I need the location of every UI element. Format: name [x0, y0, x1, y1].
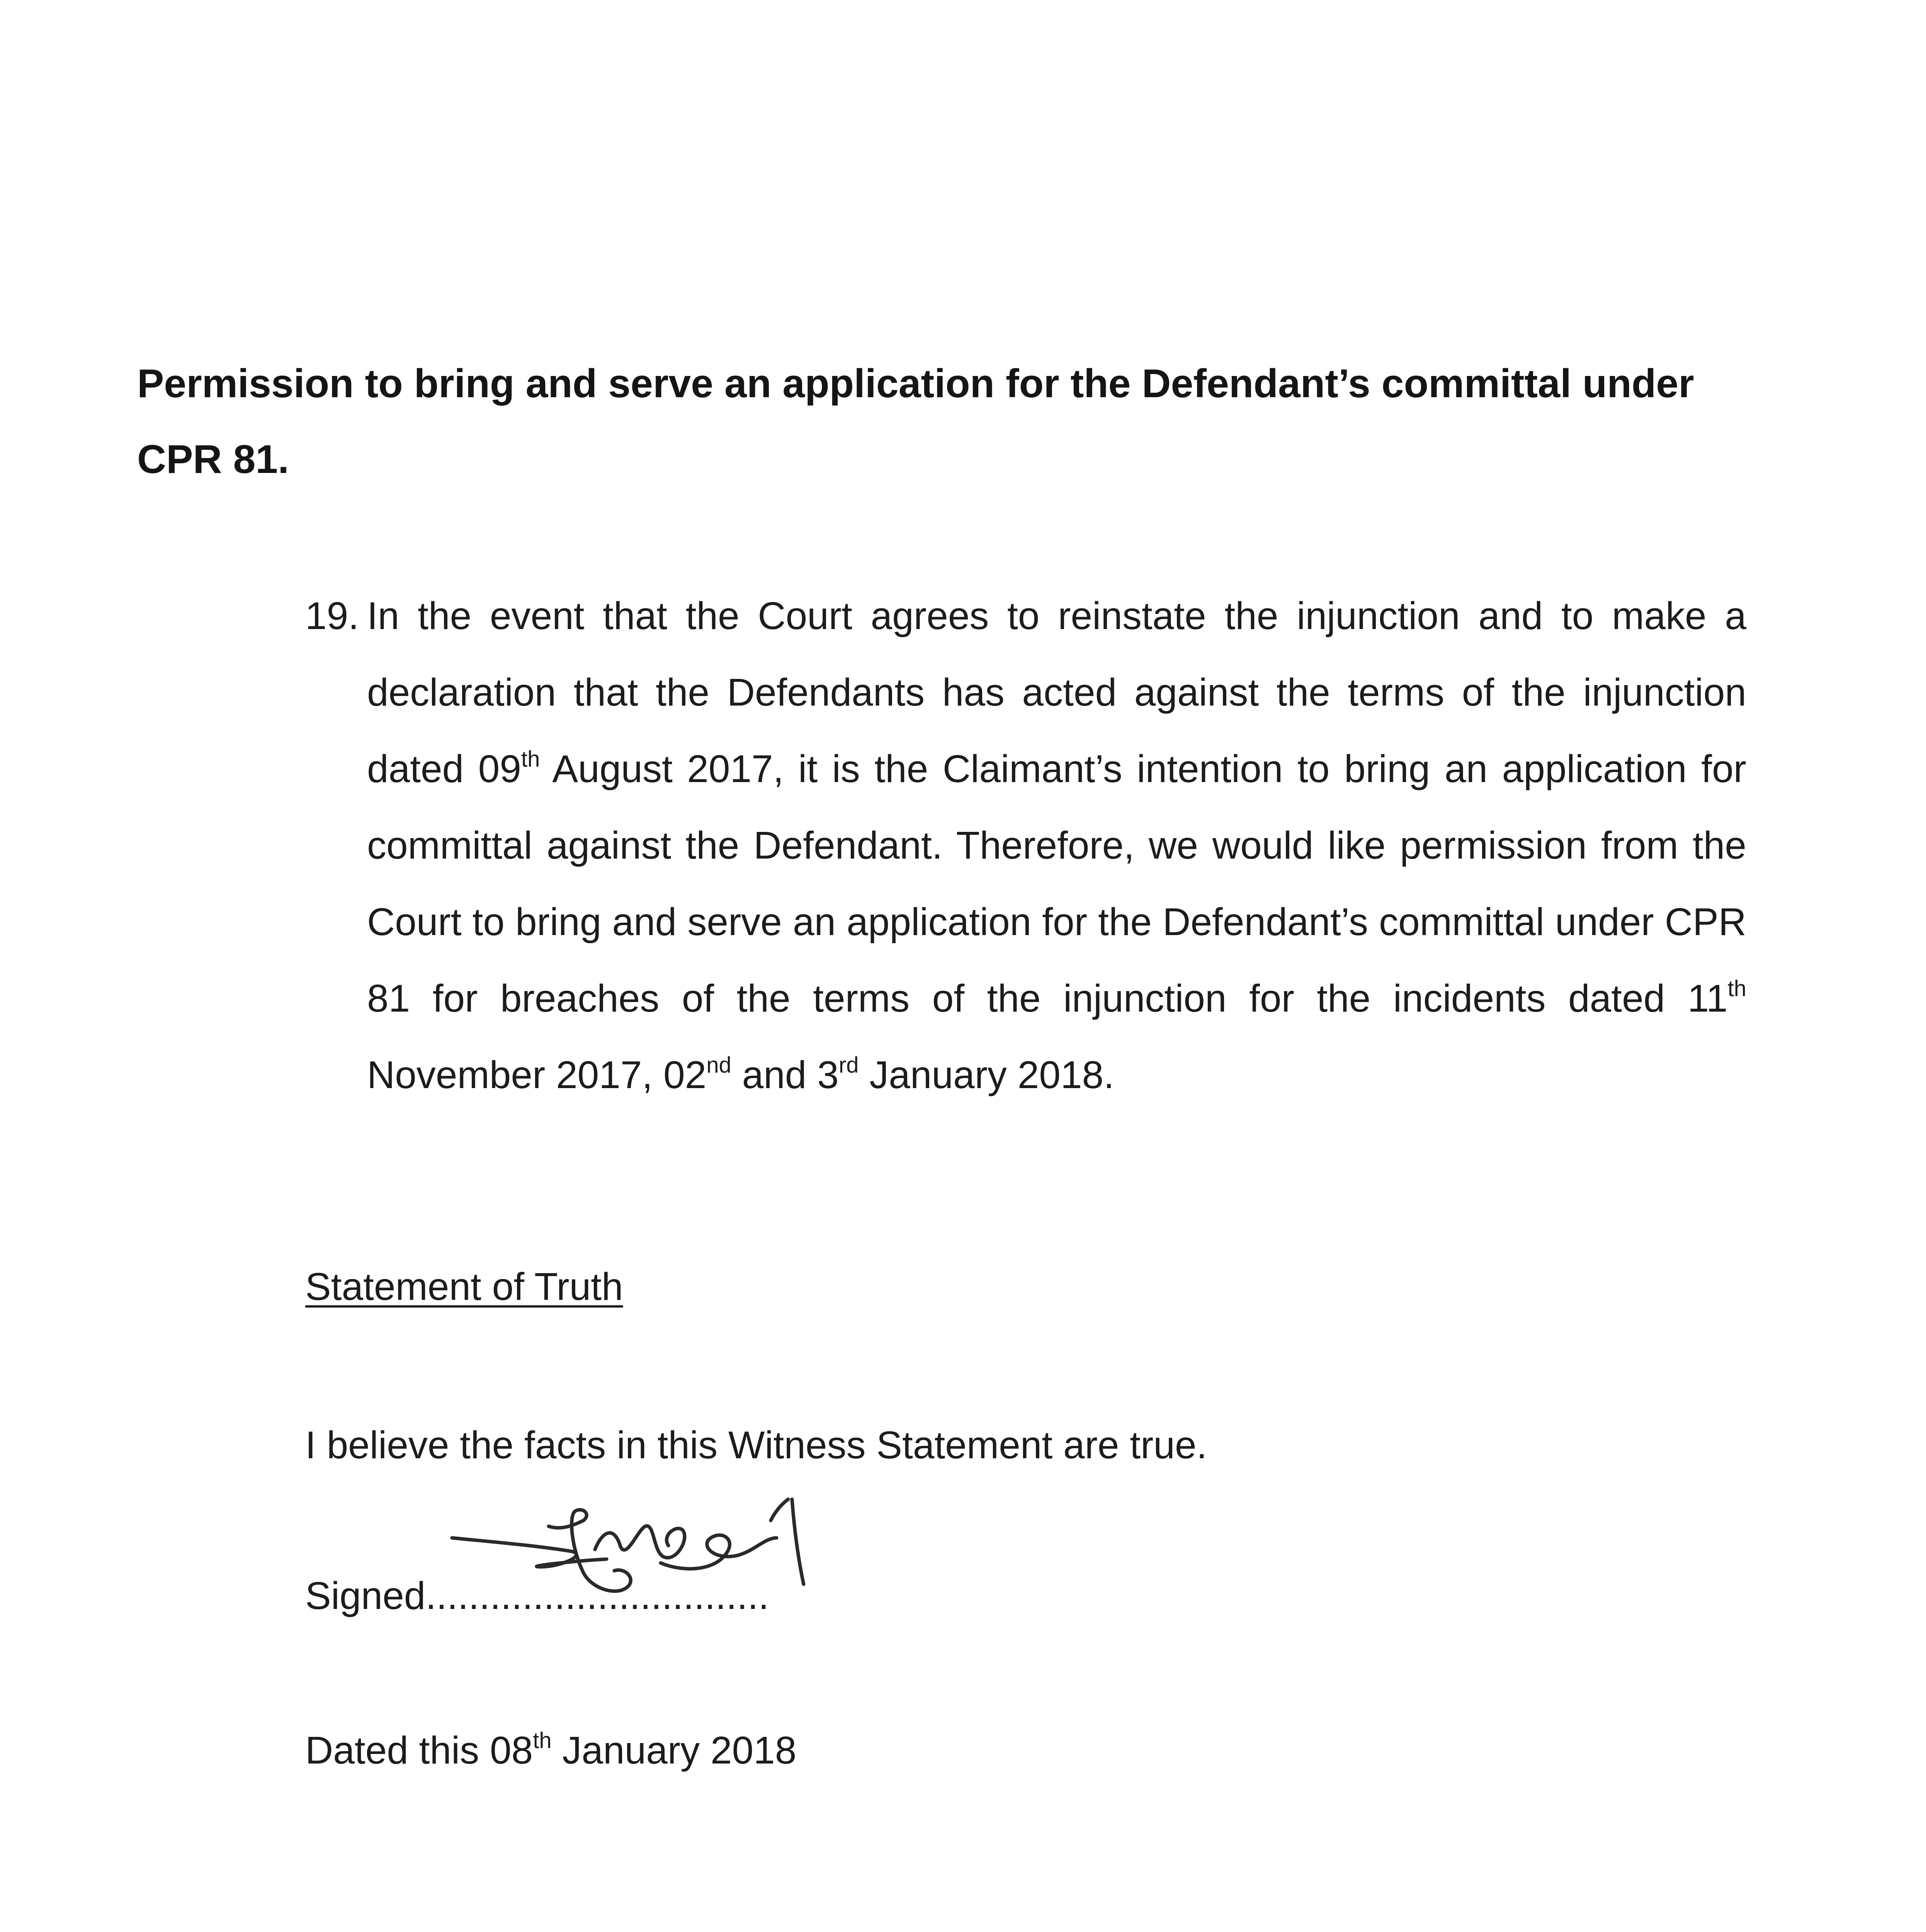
- ordinal-suffix-3: nd: [706, 1053, 731, 1078]
- statement-of-truth-text: I believe the facts in this Witness Statement are true.: [305, 1423, 1207, 1467]
- statement-of-truth-heading: Statement of Truth: [305, 1265, 623, 1308]
- signed-label: Signed: [305, 1574, 426, 1617]
- ordinal-suffix-1: th: [521, 747, 540, 772]
- paragraph-text-part-1: In the event that the Court agrees to reinstate the injunction and to make a declaration that the Defendants has acted against the terms of the injunction dated 09: [367, 594, 1746, 791]
- signature-stroke-3: [595, 1526, 685, 1558]
- dated-prefix: Dated this 08: [305, 1729, 533, 1772]
- signature-stroke-5: [792, 1499, 804, 1584]
- ordinal-suffix-4: rd: [838, 1053, 859, 1078]
- paragraph-text: [367, 578, 1746, 1113]
- paragraph-text-part-4: and 3: [731, 1053, 839, 1097]
- dated-suffix: January 2018: [551, 1729, 797, 1772]
- paragraph-text-part-3: November 2017, 02: [367, 1053, 707, 1097]
- dated-line: [305, 1727, 796, 1774]
- ordinal-suffix-2: th: [1727, 976, 1746, 1001]
- signature-stroke-6: [771, 1499, 788, 1520]
- paragraph-19: [305, 578, 1746, 1113]
- dated-ordinal-suffix: th: [533, 1728, 552, 1753]
- signature-dotted-line: ................................: [425, 1574, 769, 1617]
- paragraph-text-part-2: August 2017, it is the Claimant’s intention to bring an application for committal against the Defendant. Therefore, we would like permission from the Court to bring and serve an application for the Defendant’s committal under CPR 81 for breaches of the terms of the injunction for the incidents dated 11: [367, 747, 1746, 1020]
- section-heading: Permission to bring and serve an application for the Defendant’s committal under CPR 81.: [137, 361, 1694, 482]
- handwritten-signature-icon: [444, 1484, 850, 1611]
- paragraph-number: 19.: [305, 594, 359, 638]
- signature-stroke-1: [452, 1538, 607, 1567]
- paragraph-text-part-5: January 2018.: [858, 1053, 1115, 1097]
